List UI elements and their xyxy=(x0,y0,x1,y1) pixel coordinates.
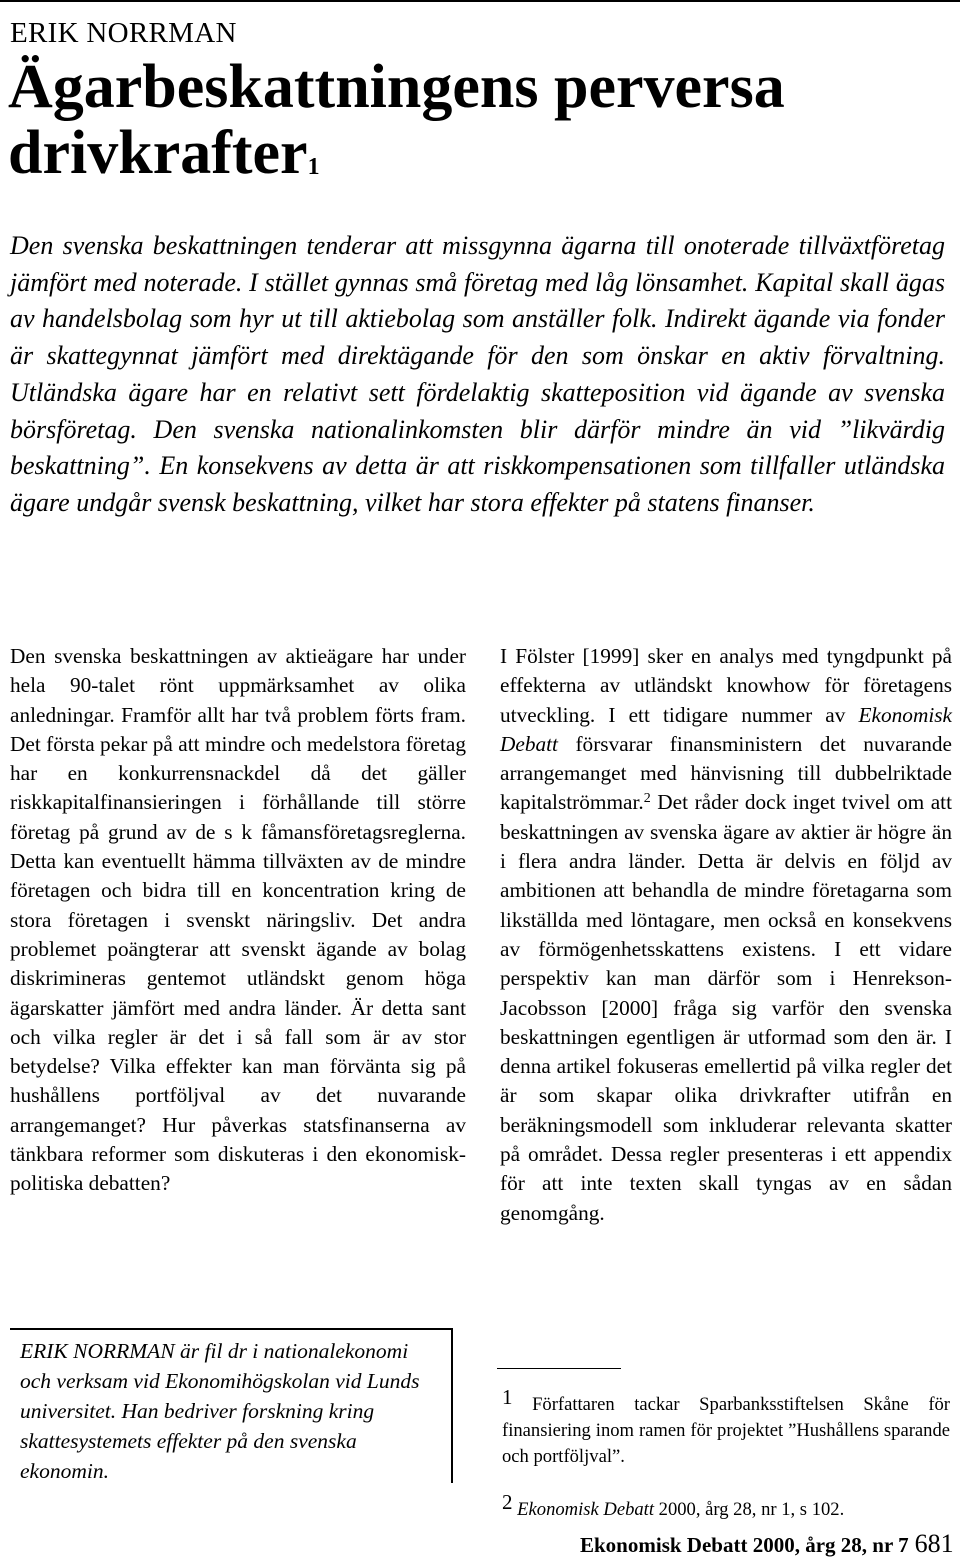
footnote-2-text: 2000, årg 28, nr 1, s 102. xyxy=(654,1499,845,1520)
footnote-1-text: Författaren tackar Sparbanksstiftelsen Skåne för finansiering inom ramen för projektet ”Hushållens sparande och portföljval”. xyxy=(502,1394,950,1467)
title-text: Ägarbeskattningens perversa drivkrafter xyxy=(8,53,785,187)
footnote-2 xyxy=(502,1490,950,1523)
footnote-1-number: 1 xyxy=(502,1385,513,1409)
body-left-column: Den svenska beskattningen av aktieägare har under hela 90-talet rönt uppmärksamhet av olika anledningar. Framför allt har två problem förts fram. Det första pekar på att mindre och medelstora företag har en konkurrensnackdel då det gäller riskkapitalfinansieringen i förhållande till större företag på grund av de s k fåmansföretagsreglerna. Detta kan eventuellt hämma tillväxten av de mindre företagen och bidra till en koncentration kring de stora företagen i svenskt näringsliv. Det andra problemet poängterar att svenskt ägande av bolag diskrimineras gentemot utländskt genom höga ägarskatter jämfört med andra länder. Är detta sant och vilka regler är det i så fall som är av stor betydelse? Vilka effekter kan man förvänta sig på hushållens portföljval av det nuvarande arrangemanget? Hur påverkas statsfinanserna av tänkbara reformer som diskuteras i den ekonomisk-politiska debatten? xyxy=(10,644,466,1196)
lead-paragraph: Den svenska beskattningen tenderar att missgynna ägarna till onoterade tillväxtföretag jämfört med noterade. I stället gynnas små företag med låg lönsamhet. Kapital skall ägas av handelsbolag som hyr ut till aktiebolag som anställer folk. Indirekt ägande via fonder är skattegynnat jämfört med direktägande för den som önskar en aktiv förvaltning. Utländska ägare har en relativt sett fördelaktig skatteposition vid ägande av svenska börsföretag. Den svenska nationalinkomsten blir därför mindre än vid ”likvärdig beskattning”. En konsekvens av detta är att riskkompensationen som tillfaller utländska ägare undgår svensk beskattning, vilket har stora effekter på statens finanser. xyxy=(10,231,945,517)
top-rule xyxy=(0,0,960,2)
footnote-2-journal: Ekonomisk Debatt xyxy=(517,1499,654,1520)
footnote-rule xyxy=(497,1368,621,1369)
page-footer xyxy=(580,1530,954,1559)
page-number: 681 xyxy=(914,1529,954,1558)
body-right-column xyxy=(500,642,952,1228)
footnote-1 xyxy=(502,1385,950,1470)
footer-issue: Ekonomisk Debatt 2000, årg 28, nr 7 xyxy=(580,1533,909,1557)
author-header: ERIK NORRMAN xyxy=(10,17,237,49)
journal-name: Ekonomisk Debatt xyxy=(500,702,952,756)
footnote-ref-2: 2 xyxy=(643,791,651,807)
body-right-text-3: Det råder dock inget tvivel om att beskattningen av svenska ägare av aktier är högre än i flera andra länder. Detta är delvis en följd av ambitionen att behandla de mindre företagarna som likställda med löntagare, men också en konsekvens av förmögenhetsskattens existens. I ett vidare perspektiv kan man därför som i Henrekson-Jacobsson [2000] fråga sig varför den svenska beskattningen egentligen är utformad som den är. I denna artikel fokuseras emellertid på vilka regler det är som skapar olika drivkrafter utifrån en beräkningsmodell som inkluderar relevanta skatter på området. Dessa regler presenteras i ett appendix för att inte texten skall tyngas av en sådan genomgång. xyxy=(500,790,952,1225)
author-bio-box: ERIK NORRMAN är fil dr i nationalekonomi och verksam vid Ekonomihögskolan vid Lunds universitet. Han bedriver forskning kring skattesystemets effekter på den svenska ekonomin. xyxy=(10,1328,453,1483)
title-footnote-mark: 1 xyxy=(307,154,320,180)
article-title xyxy=(8,54,948,186)
footnote-2-number: 2 xyxy=(502,1490,513,1514)
body-right-text-2: försvarar finansministern det nuvarande arrangemanget med hänvisning till dubbelriktade kapitalströmmar. xyxy=(500,731,952,815)
body-right-text-1: I Fölster [1999] sker en analys med tyngdpunkt på effekterna av utländskt knowhow för företagens utveckling. I ett tidigare nummer av xyxy=(500,644,952,727)
